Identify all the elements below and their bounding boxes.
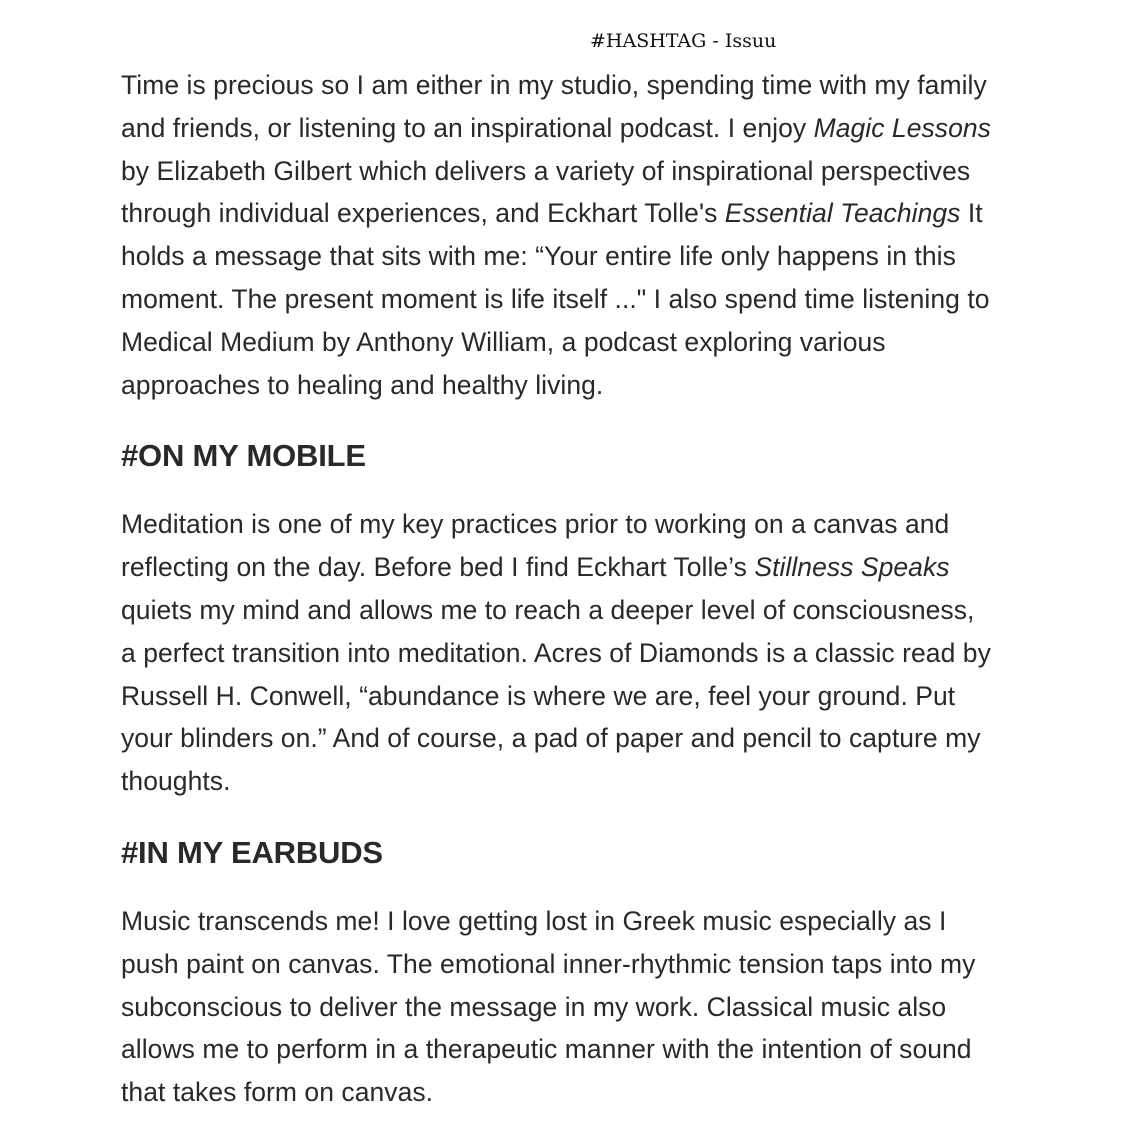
earbuds-paragraph: [121, 900, 996, 1114]
intro-text-2: by Elizabeth Gilbert which delivers a variety of inspirational perspectives through individual experiences, and Eckhart Tolle's: [121, 155, 971, 229]
intro-paragraph: [121, 64, 996, 406]
podcast-title-magic-lessons: Magic Lessons: [813, 112, 991, 143]
intro-text-1: Time is precious so I am either in my studio, spending time with my family and friends, or listening to an inspirational podcast. I enjoy: [121, 70, 987, 143]
book-title-stillness-speaks: Stillness Speaks: [754, 552, 950, 583]
page-title: #HASHTAG - Issuu: [590, 30, 777, 52]
podcast-title-essential-teachings: Essential Teachings: [724, 198, 961, 229]
mobile-paragraph: [121, 503, 996, 803]
mobile-text-2: quiets my mind and allows me to reach a deeper level of consciousness, a perfect transition into meditation. Acres of Diamonds is a classic read by Russell H. Conwell, “abundance is where we are, feel your ground. Put your blinders on.” And of course, a pad of paper and pencil to capture my thoughts.: [121, 594, 991, 797]
section-heading-on-my-mobile: #ON MY MOBILE: [121, 438, 366, 474]
mobile-text-1: Meditation is one of my key practices prior to working on a canvas and reflecting on the day. Before bed I find Eckhart Tolle’s: [121, 509, 950, 583]
section-heading-in-my-earbuds: #IN MY EARBUDS: [121, 834, 383, 870]
article-body: [121, 64, 996, 1114]
intro-text-3: It holds a message that sits with me: “Your entire life only happens in this moment. The present moment is life itself ..." I also spend time listening to Medical Medium by Anthony William, a podcast exploring various approaches to healing and healthy living.: [121, 198, 990, 400]
earbuds-text-1: Music transcends me! I love getting lost in Greek music especially as I push paint on canvas. The emotional inner-rhythmic tension taps into my subconscious to deliver the message in my work. Classical music also allows me to perform in a therapeutic manner with the intention of sound that takes form on canvas.: [121, 905, 976, 1108]
